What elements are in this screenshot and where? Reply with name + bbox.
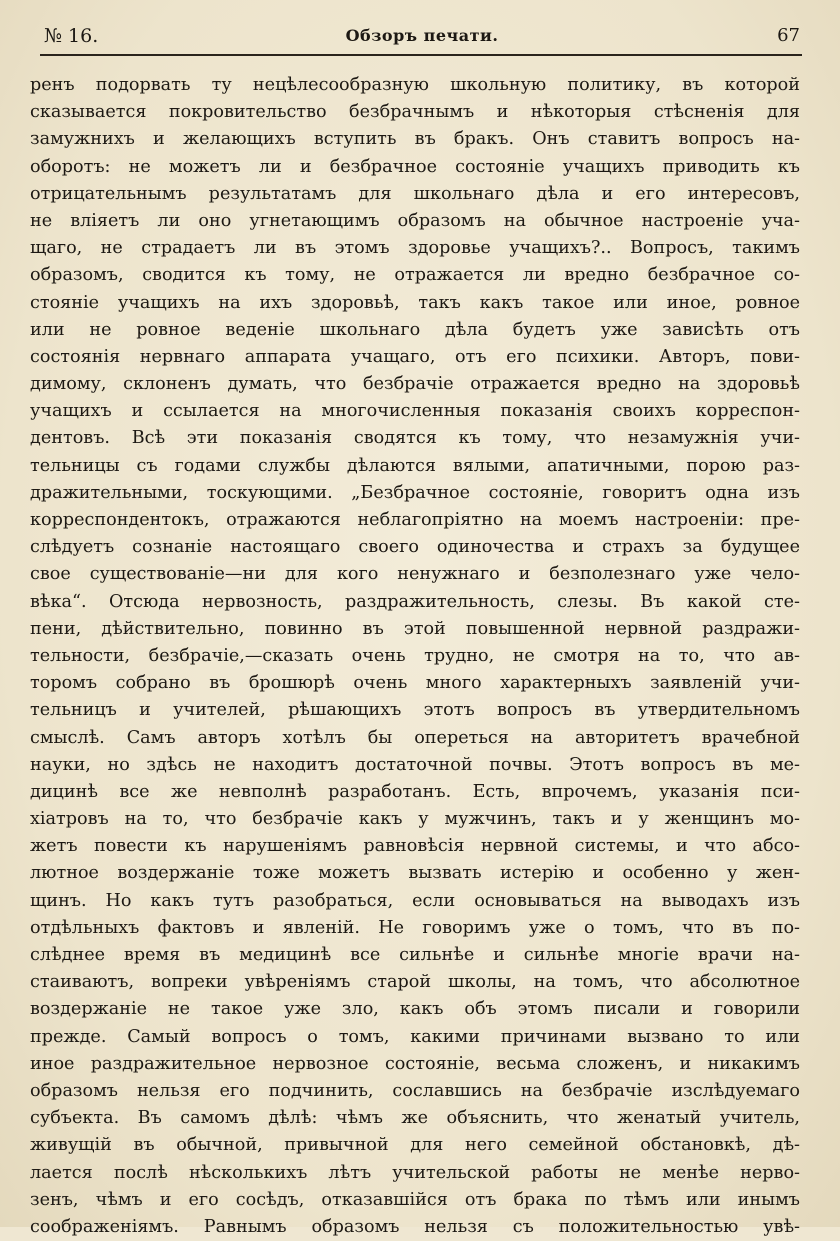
text-line: торомъ собрано въ брошюрѣ очень много характерныхъ заявленій учи-: [30, 673, 800, 694]
text-line: иное раздражительное нервозное состояніе, весьма сложенъ, и никакимъ: [30, 1053, 800, 1074]
text-line: замужнихъ и желающихъ вступить въ бракъ. Онъ ставитъ вопросъ на-: [30, 129, 800, 150]
text-line: лается послѣ нѣсколькихъ лѣтъ учительской работы не менѣе нерво-: [30, 1162, 800, 1183]
section-title: Обзоръ печати.: [345, 26, 499, 45]
text-line: свое существованіе—ни для кого ненужнаго и безполезнаго уже чело-: [30, 564, 800, 585]
text-line: дентовъ. Всѣ эти показанія сводятся къ тому, что незамужнія учи-: [30, 428, 800, 449]
text-line: соображеніямъ. Равнымъ образомъ нельзя съ положительностью увѣ-: [30, 1216, 800, 1237]
text-line: или не ровное веденіе школьнаго дѣла будетъ уже зависѣть отъ: [30, 319, 800, 340]
header-rule: [40, 54, 802, 56]
text-line: образомъ, сводится къ тому, не отражается ли вредно безбрачное со-: [30, 265, 800, 286]
text-line: живущій въ обычной, привычной для него семейной обстановкѣ, дѣ-: [30, 1135, 800, 1156]
text-line: щаго, не страдаетъ ли въ этомъ здоровье учащихъ?.. Вопросъ, такимъ: [30, 238, 800, 259]
text-line: отрицательнымъ результатамъ для школьнаго дѣла и его интересовъ,: [30, 183, 800, 204]
text-line: тельности, безбрачіе,—сказать очень трудно, не смотря на то, что ав-: [30, 645, 800, 666]
text-line: учащихъ и ссылается на многочисленныя показанія своихъ корреспон-: [30, 401, 800, 422]
text-line: зенъ, чѣмъ и его сосѣдъ, отказавшійся отъ брака по тѣмъ или инымъ: [30, 1189, 800, 1210]
text-line: состоянія нервнаго аппарата учащаго, отъ его психики. Авторъ, пови-: [30, 346, 800, 367]
text-line: дражительными, тоскующими. „Безбрачное состояніе, говоритъ одна изъ: [30, 482, 800, 503]
text-line: слѣдуетъ сознаніе настоящаго своего одиночества и страхъ за будущее: [30, 537, 800, 558]
text-line: пени, дѣйствительно, повинно въ этой повышенной нервной раздражи-: [30, 618, 800, 639]
text-line: оборотъ: не можетъ ли и безбрачное состояніе учащихъ приводить къ: [30, 156, 800, 177]
text-line: не вліяетъ ли оно угнетающимъ образомъ на обычное настроеніе уча-: [30, 210, 800, 231]
text-line: димому, склоненъ думать, что безбрачіе отражается вредно на здоровьѣ: [30, 374, 800, 395]
body-text: [30, 72, 800, 1241]
text-line: слѣднее время въ медицинѣ все сильнѣе и сильнѣе многіе врачи на-: [30, 945, 800, 965]
text-line: прежде. Самый вопросъ о томъ, какими причинами вызвано то или: [30, 1026, 800, 1047]
text-line: науки, но здѣсь не находитъ достаточной почвы. Этотъ вопросъ въ ме-: [30, 754, 800, 775]
text-line: щинъ. Но какъ тутъ разобраться, если основываться на выводахъ изъ: [30, 890, 800, 911]
running-header: [44, 22, 800, 52]
text-line: отдѣльныхъ фактовъ и явленій. Не говоримъ уже о томъ, что въ по-: [30, 917, 800, 938]
text-line: дицинѣ все же невполнѣ разработанъ. Есть, впрочемъ, указанія пси-: [30, 781, 800, 802]
text-line: ренъ подорвать ту нецѣлесообразную школьную политику, въ которой: [30, 75, 800, 95]
text-line: лютное воздержаніе тоже можетъ вызвать истерію и особенно у жен-: [30, 863, 800, 884]
text-line: субъекта. Въ самомъ дѣлѣ: чѣмъ же объяснить, что женатый учитель,: [30, 1108, 800, 1129]
issue-number: № 16.: [44, 25, 99, 47]
text-line: сказывается покровительство безбрачнымъ и нѣкоторыя стѣсненія для: [30, 102, 800, 123]
text-line: вѣка“. Отсюда нервозность, раздражительность, слезы. Въ какой сте-: [30, 591, 800, 612]
text-line: корреспондентокъ, отражаются неблагопріятно на моемъ настроеніи: пре-: [30, 510, 800, 530]
text-line: воздержаніе не такое уже зло, какъ объ этомъ писали и говорили: [30, 999, 800, 1020]
text-line: тельницы съ годами службы дѣлаются вялыми, апатичными, порою раз-: [30, 455, 800, 476]
text-line: смыслѣ. Самъ авторъ хотѣлъ бы опереться на авторитетъ врачебной: [30, 727, 800, 748]
page-number: 67: [777, 25, 800, 46]
text-line: хіатровъ на то, что безбрачіе какъ у мужчинъ, такъ и у женщинъ мо-: [30, 809, 800, 830]
text-line: стояніе учащихъ на ихъ здоровьѣ, такъ какъ такое или иное, ровное: [30, 292, 800, 313]
text-line: тельницъ и учителей, рѣшающихъ этотъ вопросъ въ утвердительномъ: [30, 700, 800, 721]
text-line: жетъ повести къ нарушеніямъ равновѣсія нервной системы, и что абсо-: [30, 836, 800, 857]
text-line: стаиваютъ, вопреки увѣреніямъ старой школы, на томъ, что абсолютное: [30, 972, 800, 993]
text-line: образомъ нельзя его подчинить, сославшись на безбрачіе изслѣдуемаго: [30, 1080, 800, 1101]
